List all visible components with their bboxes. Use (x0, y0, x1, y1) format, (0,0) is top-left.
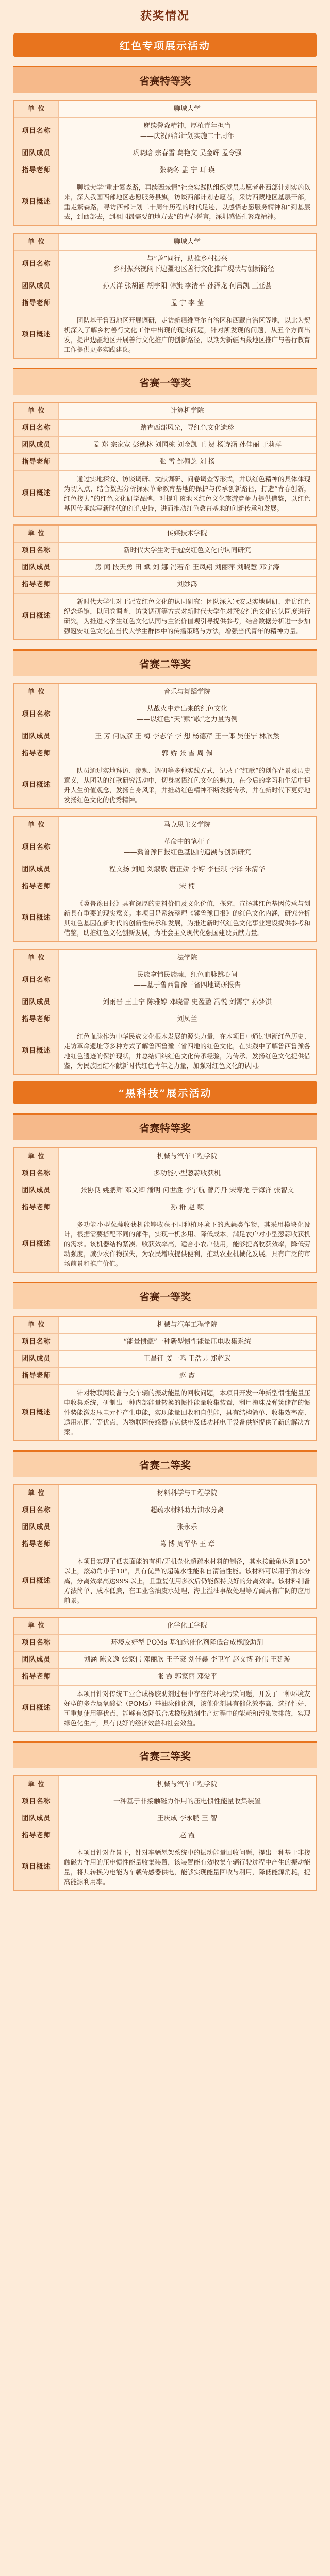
overview-row-label: 项目概述 (14, 1385, 59, 1440)
project-name-line: ——乡村振兴视阈下边疆地区善行文化推广现状与创新路径 (100, 265, 274, 273)
entry-project (59, 1502, 316, 1519)
entry-project (59, 1635, 316, 1651)
award-entry (13, 1775, 317, 1891)
overview-row-label: 项目概述 (14, 1553, 59, 1608)
advisor-row (14, 295, 316, 312)
team-row-label: 团队成员 (14, 145, 59, 162)
overview-row-label: 项目概述 (14, 594, 59, 639)
advisor-row-label: 指导老师 (14, 1199, 59, 1216)
sections-container (0, 33, 330, 1891)
team-row-label: 团队成员 (14, 1810, 59, 1827)
advisor-row (14, 1669, 316, 1686)
project-row-label: 项目名称 (14, 1502, 59, 1519)
project-row (14, 701, 316, 728)
entry-unit: 计算机学院 (170, 407, 204, 415)
advisor-row-label: 指导老师 (14, 1368, 59, 1384)
entry-unit: 聊城大学 (173, 105, 201, 113)
entry-overview: 本项目针对背景下，针对车辆悬架系统中的振动能量回收问题，提出一种基于非接触磁力作用的压电惯性能量收集装置，该装置能有效收集车辆行驶过程中产生的振动能量，将其转换为电能为车载传感器供电，能够实现能量回收与利用，降低能源消耗，提高能源利用率。 (64, 1849, 310, 1886)
team-row-label: 团队成员 (14, 278, 59, 295)
entry-team: 王昌征 姜一鸣 王浩男 郑超武 (143, 1355, 231, 1363)
project-name-line: 一种基于非接触磁力作用的压电惯性能量收集装置 (113, 1798, 261, 1805)
entry-team: 张永乐 (177, 1523, 197, 1531)
entry-unit: 材料科学与工程学院 (157, 1489, 218, 1497)
entry-advisor: 张 雪 邹佩芝 刘 扬 (159, 458, 215, 466)
award-entry (13, 524, 317, 640)
overview-row (14, 1553, 316, 1608)
project-name-line: 与“善”同行，助推乡村振兴 (146, 255, 228, 263)
team-row-label: 团队成员 (14, 861, 59, 878)
page-title: 获奖情况 (140, 9, 190, 23)
team-row-label: 团队成员 (14, 1652, 59, 1668)
entry-project (59, 1793, 316, 1810)
team-row (14, 437, 316, 454)
entry-overview: 红色血脉作为中华民族文化根本发展的源头力量，在本项目中通过追溯红色历史、走访革命遗址等多种方式了解鲁西鲁豫三省四地的红色文化，在实践中了解鲁西鲁豫各地红色遗迹的保护现状，并总结归纳红色文化传承经验，为传承、发扬红色文化提供借鉴，为民族团结奉献新时代红色青年之力量，加强对红色文化的认同。 (64, 1032, 310, 1070)
overview-row-label: 项目概述 (14, 1216, 59, 1272)
project-row-label: 项目名称 (14, 543, 59, 559)
entry-overview: 新时代大学生对于冠安红色文化的认同研究：团队深入冠安县实地调研、走访红色纪念场馆，以问卷调查、访谈调研等方式对新时代大学生对冠安红色文化的认同度进行研究，为推进大学生红色文化认同与主流价值观引导提供参考，结合数据分析进一步加强冠安红色文化在当代大学生群体中的传播策略与方法，增强当代青年的精神力量。 (64, 598, 310, 635)
project-row-label: 项目名称 (14, 967, 59, 994)
overview-row-label: 项目概述 (14, 1028, 59, 1074)
advisor-row (14, 454, 316, 471)
overview-row (14, 1028, 316, 1074)
advisor-row (14, 577, 316, 594)
award-entry (13, 1147, 317, 1273)
unit-row-label: 单 位 (14, 1618, 59, 1634)
project-row-label: 项目名称 (14, 420, 59, 436)
project-row (14, 1334, 316, 1351)
project-row-label: 项目名称 (14, 834, 59, 861)
project-name-line: 新时代大学生对于冠安红色文化的认同研究 (123, 547, 251, 554)
advisor-row-label: 指导老师 (14, 1827, 59, 1844)
entry-unit: 机械与汽车工程学院 (157, 1321, 218, 1329)
entry-advisor: 刘凤兰 (177, 1015, 197, 1023)
entry-project (59, 967, 316, 994)
unit-row-label: 单 位 (14, 1776, 59, 1793)
project-row-label: 项目名称 (14, 251, 59, 278)
entry-unit: 化学化工学院 (167, 1622, 207, 1630)
advisor-row (14, 1011, 316, 1028)
award-level-heading: 省赛三等奖 (13, 1741, 317, 1768)
entry-unit: 机械与汽车工程学院 (157, 1781, 218, 1788)
team-row (14, 728, 316, 745)
unit-row (14, 403, 316, 420)
award-entry (13, 816, 317, 942)
award-entry (13, 683, 317, 809)
entry-overview: 聊城大学“重走繁森路，再续西域情”社会实践队组织党员志愿者赴西部计划实施以来，深入我国西部地区志愿服务县旗，访谈西部计划志愿者，采访西藏地区基层干部，重走繁森路，寻访西部计划二十周年历程的时代足迹，以感悟志愿服务精神和“到基层去，到西部去，到祖国最需要的地方去”的青春誓言，深圳感悟孔繁森精神。 (64, 183, 310, 221)
section-banner: 红色专项展示活动 (13, 33, 317, 57)
award-entry (13, 1484, 317, 1609)
entry-overview: 《冀鲁豫日报》具有深厚的史料价值及文化价值，探究、宣扬其红色基因传承与创新具有重要的现实意义。本项目是系统整理《冀鲁豫日报》的红色文化内涵，研究分析其红色基因在新时代的创新性传承和发展，为推进新时代红色文化事业建设提供参考和借鉴，助推红色文化创新发展，为社会主义现代化强国建设贡献力量。 (64, 900, 310, 937)
entry-advisor: 宋 楠 (179, 883, 195, 890)
advisor-row-label: 指导老师 (14, 162, 59, 179)
award-entry (13, 100, 317, 226)
entry-advisor: 张晓冬 孟 宁 耳 瑛 (159, 166, 215, 174)
entry-overview: 团队基于鲁西地区开展调研，走访新疆维吾尔自治区和西藏自治区等地，以此为契机深入了解乡村善行文化工作中出现的现实问题，针对所发现的问题，从五个方面出发，提出边疆地区开展善行文化推广的创新路径，以期为新疆西藏地区推广与善行教育工作提供更多实践建议。 (64, 316, 310, 353)
overview-row-label: 项目概述 (14, 179, 59, 225)
project-row (14, 1502, 316, 1519)
advisor-row (14, 878, 316, 895)
team-row (14, 1810, 316, 1827)
entry-team: 孙天洋 张胡涵 胡宇阳 韩旗 李清平 孙泽龙 何吕凯 王亚荟 (103, 282, 272, 290)
project-row-label: 项目名称 (14, 1635, 59, 1651)
project-row-label: 项目名称 (14, 118, 59, 145)
project-row-label: 项目名称 (14, 1793, 59, 1810)
team-row (14, 145, 316, 162)
unit-row (14, 1776, 316, 1793)
entry-overview: 通过实地探究、访谈调研、文献调研、问卷调查等形式，并以红色精神的具体体现为切入点，结合数据分析探索革命教育基地的保护与传承创新路径，打造“青春创新，红色接力”的红色文化研学品牌，对提升该地区红色文化旅游竞争力提供借鉴，以红色基因传承续写新时代的红色史诗，进而推动红色教育基地的创新传承和发展。 (64, 475, 310, 512)
project-name-line: 民族拿情民族魂，红色血脉跳心间 (137, 971, 238, 979)
advisor-row (14, 745, 316, 762)
overview-row (14, 312, 316, 358)
project-row (14, 251, 316, 278)
unit-row-label: 单 位 (14, 403, 59, 419)
advisor-row-label: 指导老师 (14, 454, 59, 470)
entry-unit: 聊城大学 (173, 238, 201, 246)
team-row-label: 团队成员 (14, 1182, 59, 1199)
overview-row (14, 471, 316, 516)
team-row-label: 团队成员 (14, 560, 59, 576)
unit-row-label: 单 位 (14, 234, 59, 250)
project-name-line: 麂续警森精神，厚植青年担当 (143, 122, 231, 130)
entry-advisor: 赵 霞 (179, 1832, 195, 1839)
overview-row (14, 1216, 316, 1272)
unit-row (14, 817, 316, 834)
unit-row-label: 单 位 (14, 684, 59, 701)
entry-advisor: 葛 博 周军华 王 章 (159, 1540, 215, 1548)
entry-project (59, 251, 316, 278)
award-level-heading: 省赛一等奖 (13, 368, 317, 395)
advisor-row (14, 162, 316, 179)
advisor-row (14, 1199, 316, 1216)
award-level-heading: 省赛一等奖 (13, 1282, 317, 1309)
entry-team: 巩晓晗 宗春雪 葛艳文 吴金辉 孟令强 (133, 149, 242, 157)
unit-row-label: 单 位 (14, 1317, 59, 1333)
entry-team: 程文扬 刘旭 刘淑敏 唐正娇 李婷 李佳琪 李泽 朱清华 (109, 866, 265, 873)
entry-team: 刘涵 陈文逸 张家伟 邓丽欣 王子豪 刘佳鑫 李卫军 赵文博 孙伟 王延璇 (84, 1656, 291, 1664)
overview-row (14, 895, 316, 941)
unit-row (14, 1317, 316, 1334)
unit-row (14, 1148, 316, 1165)
award-level-heading: 省赛二等奖 (13, 1450, 317, 1477)
advisor-row-label: 指导老师 (14, 577, 59, 593)
project-row (14, 1165, 316, 1182)
advisor-row-label: 指导老师 (14, 745, 59, 762)
overview-row-label: 项目概述 (14, 762, 59, 808)
overview-row (14, 1844, 316, 1890)
entry-advisor: 刘妙鸿 (177, 581, 197, 588)
advisor-row (14, 1827, 316, 1844)
entry-unit: 音乐与舞蹈学院 (163, 688, 211, 696)
entry-overview: 队员通过实地拜访、参观、调研等多种实践方式，记录了“红歌”的创作背景及历史意义，从团队的红歌研究活动中，切身感悟红色文化的魅力，在今后的学习和生活中提升人生价值观念，发扬自身风采，并推动红色精神不断发扬传承，并在新时代下更好地发扬红色文化的优秀精神。 (64, 767, 310, 804)
award-level-heading: 省赛二等奖 (13, 649, 317, 676)
entry-project (59, 543, 316, 559)
award-level-heading: 省赛特等奖 (13, 66, 317, 93)
award-entry (13, 1316, 317, 1441)
award-entry (13, 233, 317, 359)
entry-team: 房 闻 段天勇 田 斌 刘 娜 冯若希 王凤翔 刘丽萍 刘晓慧 邓宇涛 (95, 564, 279, 571)
project-row (14, 420, 316, 437)
section-banner: “黑科技”展示活动 (13, 1081, 317, 1104)
overview-row-label: 项目概述 (14, 895, 59, 941)
overview-row (14, 762, 316, 808)
entry-project (59, 1334, 316, 1350)
overview-row-label: 项目概述 (14, 471, 59, 516)
team-row-label: 团队成员 (14, 1351, 59, 1367)
project-name-line: 踏查西部风光，寻红色文化遗珍 (140, 424, 234, 432)
team-row (14, 861, 316, 878)
overview-row (14, 594, 316, 639)
advisor-row (14, 1368, 316, 1385)
project-name-line: 多功能小型葱蒜收获机 (153, 1170, 221, 1177)
project-name-line: ——冀鲁豫日报红色基因的追溯与创新研究 (123, 849, 251, 856)
award-entry (13, 1617, 317, 1732)
project-row-label: 项目名称 (14, 1165, 59, 1182)
entry-overview: 针对物联网设备与交车辆的振动能量的回收问题，本项目开发一种新型惯性能量压电收集系统，研制出一种内部能量转换的惯性能量收集装置，利用滚珠及弹簧储存的惯性势能激发压电元件产生电能，实现能量回收和自供能，具有结构简单、收集效率高、适用范围广等优点，为物联网传感器节点供电及低功耗电子设备供能提供了新的解决方案。 (64, 1389, 310, 1436)
entry-overview: 多功能小型葱蒜收获机能够收获不同种植环境下的葱蒜类作物，其采用模块化设计，根据需要搭配不同的部件，实现一机多用、降低成本，满足农户对小型葱蒜收获机的需求。该机器结构紧凑、收获效率高，适合小农户使用，能够提高收获效率，降低劳动强度，减少农作物损失，为农民增收提供便利，推动农业机械化发展。具有广泛的市场前景和推广价值。 (64, 1221, 310, 1267)
team-row-label: 团队成员 (14, 994, 59, 1011)
entry-team: 王 芳 何诚彦 王 梅 李志华 李 想 杨德芹 王一郎 吴佳宁 林欣然 (95, 733, 279, 740)
overview-row (14, 1385, 316, 1440)
entry-team: 王庆成 李永鹏 王 智 (157, 1815, 218, 1822)
unit-row-label: 单 位 (14, 101, 59, 117)
unit-row (14, 526, 316, 543)
team-row-label: 团队成员 (14, 728, 59, 745)
project-name-line: ——以红色“天”赋“歌”之力量为例 (137, 716, 238, 723)
unit-row (14, 684, 316, 701)
unit-row (14, 1618, 316, 1635)
award-entry (13, 949, 317, 1075)
project-name-line: 环境友好型 POMs 基油泳催化剂降低合成橡胶助剂 (111, 1639, 263, 1647)
project-row (14, 1635, 316, 1652)
entry-project (59, 118, 316, 145)
entry-advisor: 赵 霞 (179, 1372, 195, 1380)
entry-team: 孟 郑 宗家宽 彭穗林 刘国栋 刘金凯 王 贺 杨诗涵 孙佳丽 于莉萍 (92, 441, 282, 449)
project-row (14, 1793, 316, 1810)
project-row (14, 834, 316, 861)
overview-row-label: 项目概述 (14, 312, 59, 358)
project-name-line: ——基于鲁西鲁豫三省四地调研报告 (133, 981, 241, 989)
entry-advisor: 郭 娇 张 雪 周 佩 (161, 750, 213, 757)
unit-row (14, 101, 316, 118)
unit-row (14, 234, 316, 251)
unit-row-label: 单 位 (14, 950, 59, 967)
project-name-line: “能量惯瘾”一种新型惯性能量压电收集系统 (123, 1338, 251, 1346)
unit-row-label: 单 位 (14, 1148, 59, 1165)
advisor-row-label: 指导老师 (14, 295, 59, 312)
entry-project (59, 701, 316, 728)
project-row-label: 项目名称 (14, 1334, 59, 1350)
overview-row-label: 项目概述 (14, 1686, 59, 1731)
project-name-line: 革命中的笔杆子 (163, 838, 211, 846)
entry-advisor: 孟 宁 李 莹 (170, 299, 204, 307)
team-row (14, 1519, 316, 1536)
team-row (14, 1351, 316, 1368)
team-row (14, 994, 316, 1011)
advisor-row-label: 指导老师 (14, 1536, 59, 1553)
unit-row-label: 单 位 (14, 1485, 59, 1502)
entry-advisor: 张 霞 郭家丽 邓爱平 (157, 1673, 218, 1681)
unit-row (14, 1485, 316, 1502)
entry-unit: 马克思主义学院 (163, 821, 211, 829)
team-row (14, 278, 316, 295)
project-row (14, 543, 316, 560)
advisor-row (14, 1536, 316, 1553)
team-row-label: 团队成员 (14, 1519, 59, 1536)
entry-project (59, 420, 316, 436)
advisor-row-label: 指导老师 (14, 1011, 59, 1028)
entry-team: 张协良 姚鹏辉 邓文卿 潘明 何世胜 李宇航 曾丹丹 宋寿龙 于海洋 张智文 (80, 1187, 294, 1194)
team-row-label: 团队成员 (14, 437, 59, 453)
team-row (14, 560, 316, 577)
entry-overview: 本项目针对传统工业合成橡胶助剂过程中存在的环境污染问题，开发了一种环境友好型的多金属氧酸盐（POMs）基油泳催化剂，该催化剂具有催化效率高、选择性好、可重复使用等优点，能够有效降低合成橡胶助剂生产过程中的能耗和污染物排放，实现绿色化生产，具有良好的经济效益和社会效益。 (64, 1690, 310, 1727)
overview-row (14, 179, 316, 225)
project-row (14, 967, 316, 994)
entry-team: 刘雨晋 王士宁 陈雅婷 邓晓雪 史盈盈 冯悦 刘霄宇 孙梦淇 (103, 998, 272, 1006)
entry-unit: 传媒技术学院 (167, 530, 207, 537)
overview-row (14, 1686, 316, 1731)
unit-row-label: 单 位 (14, 526, 59, 542)
team-row (14, 1182, 316, 1199)
entry-unit: 法学院 (177, 954, 197, 962)
entry-advisor: 孙 群 赵 颖 (170, 1204, 204, 1211)
project-name-line: 超疏水材料助力油水分离 (150, 1506, 224, 1514)
award-level-heading: 省赛特等奖 (13, 1113, 317, 1140)
entry-project (59, 834, 316, 861)
entry-unit: 机械与汽车工程学院 (157, 1153, 218, 1160)
project-row-label: 项目名称 (14, 701, 59, 728)
advisor-row-label: 指导老师 (14, 1669, 59, 1685)
advisor-row-label: 指导老师 (14, 878, 59, 895)
project-name-line: ——庆祝西部计划实施二十周年 (140, 132, 234, 140)
unit-row (14, 950, 316, 967)
entry-project (59, 1165, 316, 1182)
project-name-line: 从战火中走出来的红色文化 (146, 705, 227, 713)
overview-row-label: 项目概述 (14, 1844, 59, 1890)
unit-row-label: 单 位 (14, 817, 59, 834)
project-row (14, 118, 316, 145)
entry-overview: 本项目实现了低表面能的有机/无机杂化超疏水材料的制备，其水接触角达到150°以上，滚动角小于10°，具有优异的超疏水性能和自清洁性能。该材料可以用于油水分离，分离效率高达99%以上，且重复使用多次后仍能保持良好的分离效率。该材料制备方法简单、成本低廉，在工业含油废水处理、海上溢油事故处理等方面具有广阔的应用前景。 (64, 1557, 310, 1604)
team-row (14, 1652, 316, 1669)
award-entry (13, 402, 317, 517)
